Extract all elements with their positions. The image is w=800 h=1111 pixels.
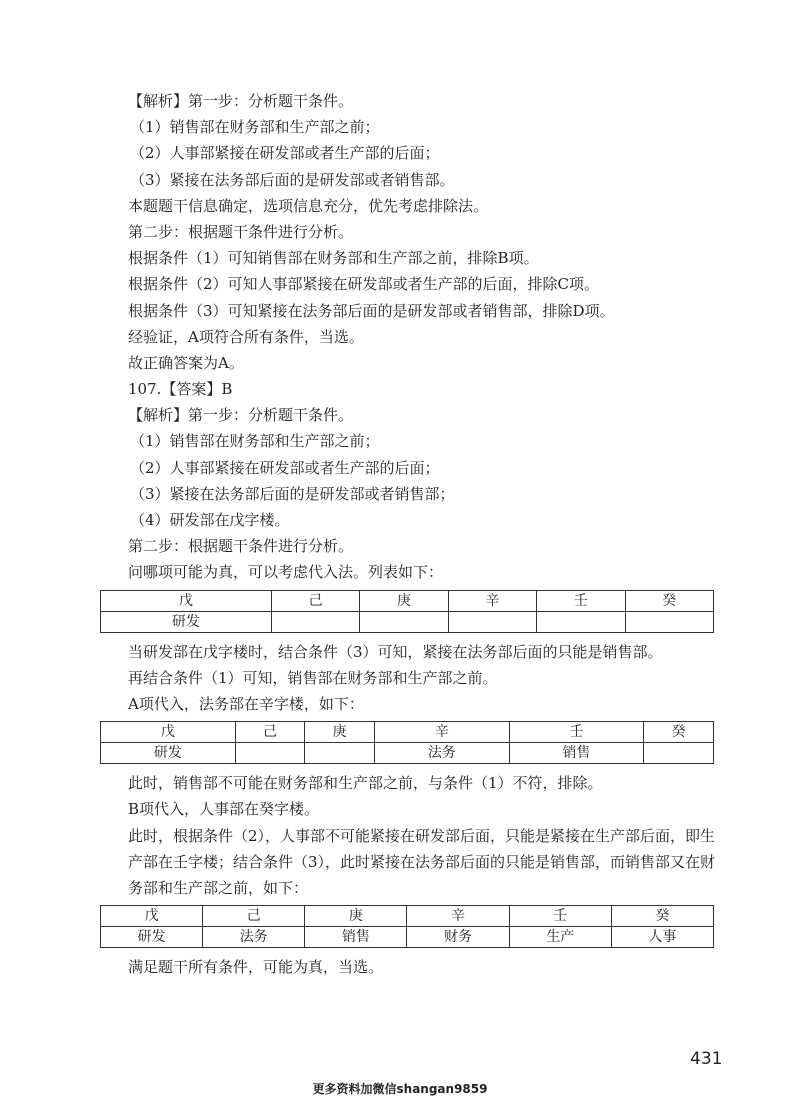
table-cell: 庚 bbox=[305, 722, 375, 743]
page-number: 431 bbox=[690, 1049, 723, 1069]
table-cell bbox=[625, 611, 713, 632]
table-cell: 壬 bbox=[509, 906, 611, 927]
table-cell: 法务 bbox=[203, 927, 305, 948]
text-line: 第二步：根据题干条件进行分析。 bbox=[128, 537, 354, 556]
text-line: 根据条件（2）可知人事部紧接在研发部或者生产部的后面，排除C项。 bbox=[128, 275, 600, 294]
table-header-row bbox=[101, 590, 714, 611]
building-table-3 bbox=[100, 905, 714, 948]
text-line: B项代入，人事部在癸字楼。 bbox=[128, 800, 320, 819]
text-line: 【解析】第一步：分析题干条件。 bbox=[128, 406, 354, 425]
table-cell bbox=[271, 611, 359, 632]
table-cell: 研发 bbox=[101, 743, 236, 764]
text-line: A项代入，法务部在辛字楼，如下： bbox=[128, 694, 364, 713]
text-paragraph: 此时，根据条件（2），人事部不可能紧接在研发部后面，只能是紧接在生产部后面，即生产部在壬字楼；结合条件（3），此时紧接在法务部后面的只能是销售部，而销售部又在财务部和生产部之前，如下： bbox=[128, 826, 716, 897]
text-line: 满足题干所有条件，可能为真，当选。 bbox=[128, 958, 384, 977]
table-cell: 壬 bbox=[537, 590, 625, 611]
text-line: （4）研发部在戊字楼。 bbox=[130, 511, 290, 529]
text-line: 本题题干信息确定，选项信息充分，优先考虑排除法。 bbox=[128, 196, 489, 215]
table-cell: 辛 bbox=[448, 590, 536, 611]
text-line: 根据条件（1）可知销售部在财务部和生产部之前，排除B项。 bbox=[128, 249, 539, 268]
table-cell: 庚 bbox=[360, 590, 448, 611]
table-cell: 戊 bbox=[101, 906, 203, 927]
table-cell bbox=[644, 743, 714, 764]
text-line: （3）紧接在法务部后面的是研发部或者销售部。 bbox=[130, 170, 455, 189]
table-cell: 己 bbox=[235, 722, 305, 743]
text-line: 再结合条件（1）可知，销售部在财务部和生产部之前。 bbox=[128, 668, 498, 687]
table-cell: 戊 bbox=[101, 590, 272, 611]
table-header-row bbox=[101, 906, 714, 927]
text-line: 根据条件（3）可知紧接在法务部后面的是研发部或者销售部，排除D项。 bbox=[128, 301, 615, 320]
table-cell: 销售 bbox=[305, 927, 407, 948]
table-cell: 戊 bbox=[101, 722, 236, 743]
building-table-1 bbox=[100, 590, 714, 633]
table-cell: 己 bbox=[203, 906, 305, 927]
table-cell: 财务 bbox=[407, 927, 509, 948]
table-cell: 癸 bbox=[611, 906, 713, 927]
table-cell: 法务 bbox=[374, 743, 509, 764]
text-line: 当研发部在戊字楼时，结合条件（3）可知，紧接在法务部后面的只能是销售部。 bbox=[128, 642, 663, 661]
table-cell: 生产 bbox=[509, 927, 611, 948]
text-line: （3）紧接在法务部后面的是研发部或者销售部； bbox=[130, 484, 455, 503]
text-line: 第二步：根据题干条件进行分析。 bbox=[128, 222, 354, 241]
building-table-2 bbox=[100, 721, 714, 764]
table-cell bbox=[235, 743, 305, 764]
table-cell: 销售 bbox=[509, 743, 644, 764]
table-cell: 壬 bbox=[509, 722, 644, 743]
text-line: 故正确答案为A。 bbox=[128, 353, 244, 372]
text-line: 经验证，A项符合所有条件，当选。 bbox=[128, 327, 364, 346]
table-cell: 研发 bbox=[101, 927, 203, 948]
table-cell: 庚 bbox=[305, 906, 407, 927]
text-line: 问哪项可能为真，可以考虑代入法。列表如下： bbox=[128, 563, 444, 582]
text-line: （2）人事部紧接在研发部或者生产部的后面； bbox=[130, 458, 440, 477]
table-cell: 辛 bbox=[407, 906, 509, 927]
question-answer-heading: 107.【答案】B bbox=[128, 380, 233, 399]
answer-explanation bbox=[128, 88, 728, 980]
table-row bbox=[101, 743, 714, 764]
footer-note: 更多资料加微信shangan9859 bbox=[312, 1082, 488, 1096]
text-line: （1）销售部在财务部和生产部之前； bbox=[130, 432, 380, 451]
text-line: 此时，销售部不可能在财务部和生产部之前，与条件（1）不符，排除。 bbox=[128, 774, 603, 793]
table-cell bbox=[305, 743, 375, 764]
table-cell bbox=[360, 611, 448, 632]
text-line: 【解析】第一步：分析题干条件。 bbox=[128, 92, 354, 110]
table-cell: 研发 bbox=[101, 611, 272, 632]
table-cell bbox=[537, 611, 625, 632]
text-line: （2）人事部紧接在研发部或者生产部的后面； bbox=[130, 144, 440, 163]
table-cell: 癸 bbox=[625, 590, 713, 611]
table-cell: 人事 bbox=[611, 927, 713, 948]
text-line: （1）销售部在财务部和生产部之前； bbox=[130, 118, 380, 137]
table-cell: 己 bbox=[271, 590, 359, 611]
table-cell bbox=[448, 611, 536, 632]
table-cell: 癸 bbox=[644, 722, 714, 743]
table-header-row bbox=[101, 722, 714, 743]
table-row bbox=[101, 927, 714, 948]
table-row bbox=[101, 611, 714, 632]
table-cell: 辛 bbox=[374, 722, 509, 743]
